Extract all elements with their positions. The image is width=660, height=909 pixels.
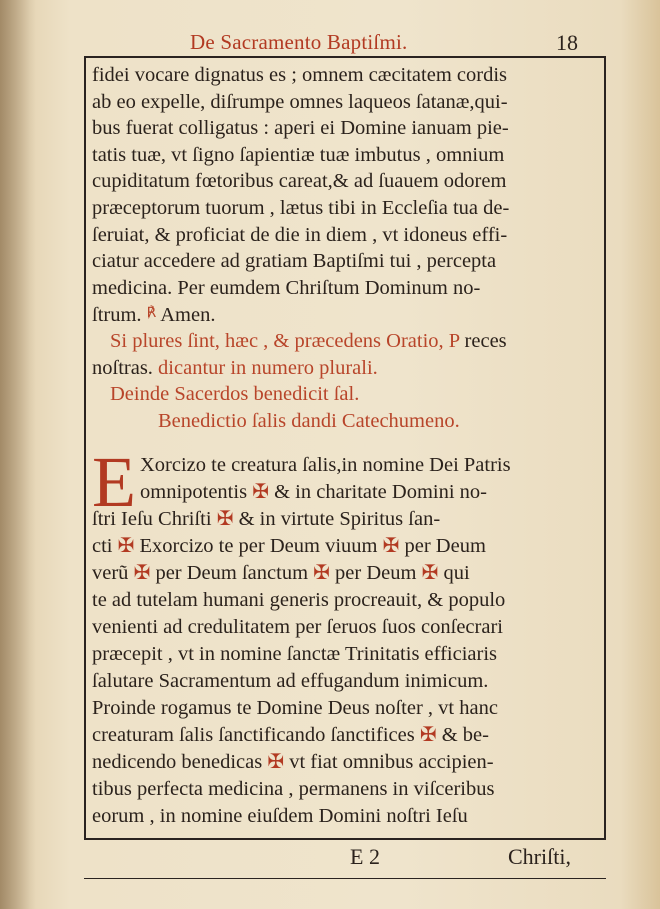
text-line: ſalutare Sacramentum ad effugandum inimicum. (92, 670, 489, 692)
text-span: ſtri Ieſu Chriſti (92, 508, 212, 530)
amen-word: Amen. (160, 304, 216, 327)
cross-icon: ✠ (313, 562, 330, 584)
text-line: eorum , in nomine eiuſdem Domini noſtri Ieſu (92, 805, 468, 827)
text-span: & in virtute Spiritus ſan- (238, 508, 441, 530)
text-line: ciatur accedere ad gratiam Baptiſmi tui , percepta (92, 250, 497, 273)
text-line: præceptorum tuorum , lætus tibi in Eccleſia tua de- (92, 196, 510, 219)
text-span: & in charitate Domini no- (274, 481, 487, 503)
cross-icon: ✠ (419, 724, 437, 746)
text-line: ſeruiat, & proficiat de die in diem , vt idoneus effi- (92, 223, 508, 246)
rubric-text: Si plures ſint, hæc , & præcedens Oratio, P (110, 329, 460, 352)
rubric-text-black: noſtras. (92, 356, 153, 379)
text-line (92, 506, 592, 533)
rubric-line (92, 355, 592, 382)
text-span: verũ (92, 562, 129, 584)
cross-icon: ✠ (133, 562, 151, 584)
rubric-text: dicantur in numero plurali. (158, 356, 378, 379)
text-span: per Deum (335, 562, 417, 584)
text-span: Exorcizo te per Deum viuum (139, 535, 378, 557)
text-line: medicina. Per eumdem Chriſtum Dominum no- (92, 276, 481, 299)
prayer-text (92, 62, 592, 434)
signature-mark: E 2 (350, 844, 380, 869)
text-line (92, 533, 592, 560)
cross-icon: ✠ (252, 481, 269, 503)
text-span: & be- (441, 724, 489, 746)
text-span: vt fiat omnibus accipien- (289, 751, 494, 773)
text-line (92, 560, 592, 587)
running-title: De Sacramento Baptiſmi. (190, 30, 408, 54)
catchword: Chriſti, (508, 844, 571, 869)
text-span: qui (443, 562, 470, 584)
text-span: nedicendo benedicas (92, 751, 263, 773)
text-line (92, 479, 592, 506)
text-line (92, 722, 592, 749)
footer-rule-bottom (84, 878, 606, 879)
response-mark-icon: ℟ (146, 306, 157, 322)
text-line: præcepit , vt in nomine ſanctæ Trinitatis efficiaris (92, 643, 498, 665)
text-span: creaturam ſalis ſanctificando ſanctifices (92, 724, 415, 746)
text-line: Xorcizo te creatura ſalis,in nomine Dei Patris (140, 454, 511, 476)
section-heading: Benedictio ſalis dandi Catechumeno. (158, 409, 460, 432)
rubric-line: Deinde Sacerdos benedicit ſal. (110, 383, 360, 406)
right-margin-rule (604, 56, 606, 840)
text-span: cti (92, 535, 113, 557)
cross-icon: ✠ (267, 751, 285, 773)
cross-icon: ✠ (216, 508, 234, 530)
page-number: 18 (556, 30, 578, 55)
header-rule (84, 56, 606, 58)
amen-prefix: ſtrum. (92, 304, 142, 327)
text-line: te ad tutelam humani generis procreauit, & populo (92, 589, 506, 611)
exorcism-text (92, 442, 592, 830)
text-line (92, 749, 592, 776)
text-line: cupiditatum fœtoribus careat,& ad ſuauem odorem (92, 170, 507, 193)
drop-cap: E (92, 442, 136, 522)
text-line: tibus perfecta medicina , permanens in viſceribus (92, 778, 495, 800)
footer-rule (84, 838, 606, 840)
cross-icon: ✠ (382, 535, 400, 557)
amen-line (92, 301, 592, 328)
text-line: venienti ad credulitatem per ſeruos ſuos conſecrari (92, 616, 503, 638)
text-span: per Deum ſanctum (155, 562, 309, 584)
rubric-line (92, 328, 592, 355)
left-margin-rule (84, 56, 86, 840)
text-line: bus fuerat colligatus : aperi ei Domine ianuam pie- (92, 117, 509, 140)
text-span: omnipotentis (140, 481, 248, 503)
cross-icon: ✠ (117, 535, 135, 557)
rubric-text-black: reces (464, 329, 507, 352)
text-line: Proinde rogamus te Domine Deus noſter , vt hanc (92, 697, 498, 719)
text-line: fidei vocare dignatus es ; omnem cæcitatem cordis (92, 64, 507, 86)
text-line: tatis tuæ, vt ſigno ſapientiæ tuæ imbutus , omnium (92, 143, 505, 166)
text-line: ab eo expelle, diſrumpe omnes laqueos ſatanæ,qui- (92, 90, 508, 113)
text-span: per Deum (404, 535, 486, 557)
cross-icon: ✠ (421, 562, 439, 584)
